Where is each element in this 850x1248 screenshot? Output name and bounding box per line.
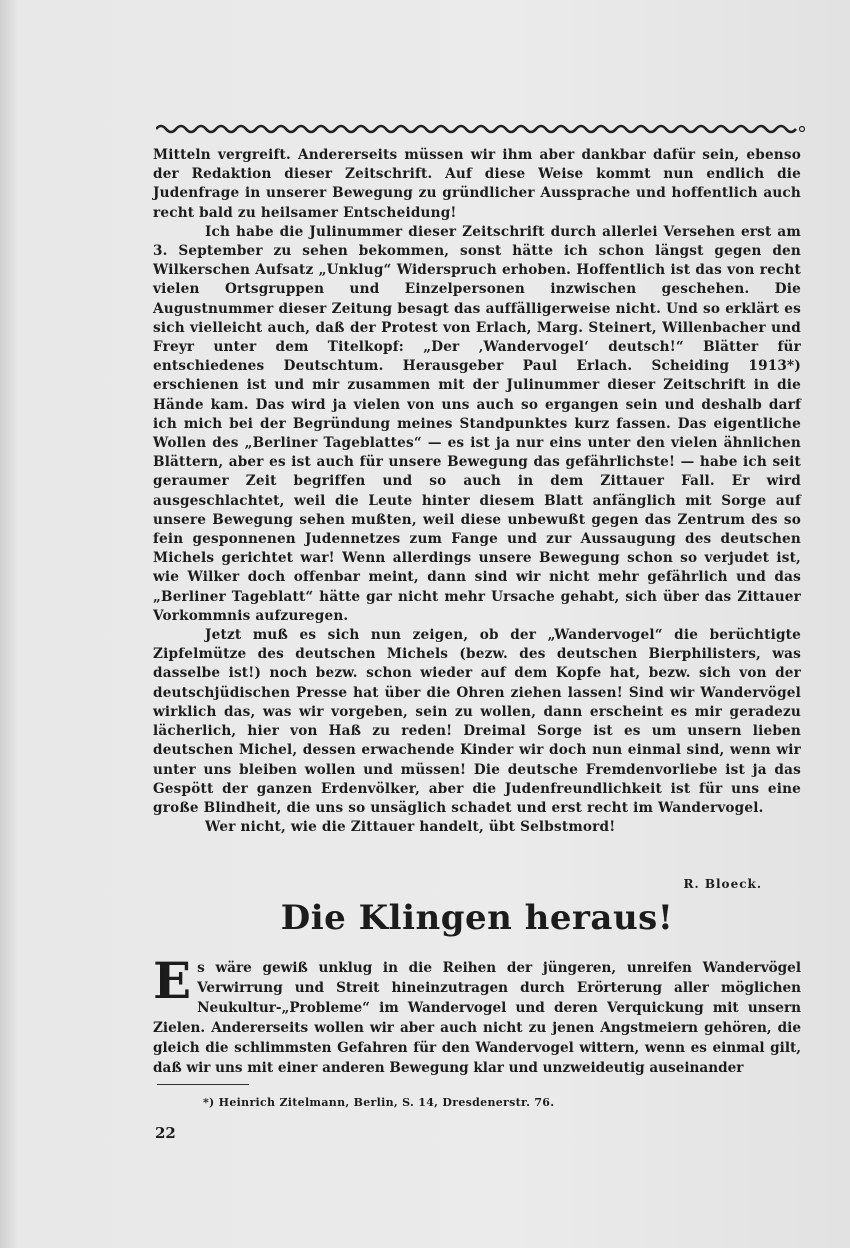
article-paragraph: s wäre gewiß unklug in die Reihen der jüngeren, unreifen Wandervögel Verwirrung und Streit hineinzutragen durch Erörterung aller möglichen Neukultur-„Probleme“ im Wandervogel und deren Verquickung mit unsern Zielen. Andererseits wollen wir aber auch nicht zu jenen Angstmeiern gehören, die gleich die schlimmsten Gefahren für den Wandervogel wittern, wenn es einmal gilt, daß wir uns mit einer anderen Bewegung klar und unzweideutig auseinander xyxy=(153,960,801,1076)
body-text xyxy=(153,146,801,837)
ornamental-border xyxy=(156,122,806,136)
article-text xyxy=(153,951,801,1078)
paragraph: Jetzt muß es sich nun zeigen, ob der „Wandervogel“ die berüchtigte Zipfelmütze des deutschen Michels (bezw. des deutschen Bierphilisters, was dasselbe ist!) noch bezw. schon wieder auf dem Kopfe hat, bezw. sich von der deutschjüdischen Presse hat über die Ohren ziehen lassen! Sind wir Wandervögel wirklich das, was wir vorgeben, sein zu wollen, dann erscheint es mir geradezu lächerlich, hier von Haß zu reden! Dreimal Sorge ist es um unsern lieben deutschen Michel, dessen erwachende Kinder wir doch nun einmal sind, wenn wir unter uns bleiben wollen und müssen! Die deutsche Fremdenvorliebe ist ja das Gespött der ganzen Erdenvölker, aber die Judenfreundlichkeit ist für uns eine große Blindheit, die uns so unsäglich schadet und erst recht im Wandervogel. xyxy=(153,627,801,816)
page-number: 22 xyxy=(155,1124,176,1142)
footnote: *) Heinrich Zitelmann, Berlin, S. 14, Dresdenerstr. 76. xyxy=(203,1096,555,1109)
author-signature: R. Bloeck. xyxy=(683,877,762,891)
paragraph: Mitteln vergreift. Andererseits müssen wir ihm aber dankbar dafür sein, ebenso der Redaktion dieser Zeitschrift. Auf diese Weise kommt nun endlich die Judenfrage in unserer Bewegung zu gründlicher Aussprache und hoffentlich auch recht bald zu heilsamer Entscheidung! xyxy=(153,147,801,221)
footnote-rule xyxy=(157,1084,249,1085)
paragraph: Wer nicht, wie die Zittauer handelt, übt Selbstmord! xyxy=(205,819,616,836)
article-heading: Die Klingen heraus! xyxy=(280,898,674,938)
paragraph: Ich habe die Julinummer dieser Zeitschrift durch allerlei Versehen erst am 3. September zu sehen bekommen, sonst hätte ich schon längst gegen den Wilkerschen Aufsatz „Unklug“ Widerspruch erhoben. Hoffentlich ist das von recht vielen Ortsgruppen und Einzelpersonen inzwischen geschehen. Die Augustnummer dieser Zeitung besagt das auffälligerweise nicht. Und so erklärt es sich vielleicht auch, daß der Protest von Erlach, Marg. Steinert, Willenbacher und Freyr unter dem Titelkopf: „Der ‚Wandervogel‘ deutsch!“ Blätter für entschiedenes Deutschtum. Herausgeber Paul Erlach. Scheiding 1913*) erschienen ist und mir zusammen mit der Julinummer dieser Zeitschrift in die Hände kam. Das wird ja vielen von uns auch so ergangen sein und deshalb darf ich mich bei der Begründung meines Standpunktes kurz fassen. Das eigentliche Wollen des „Berliner Tageblattes“ — es ist ja nur eins unter den vielen ähnlichen Blättern, aber es ist auch für unsere Bewegung das gefährlichste! — habe ich seit geraumer Zeit begriffen und so auch in dem Zittauer Fall. Er wird ausgeschlachtet, weil die Leute hinter diesem Blatt anfänglich mit Sorge auf unsere Bewegung sehen mußten, weil diese unbewußt gegen das Zentrum des so fein gesponnenen Judennetzes zum Fange und zur Aussaugung des deutschen Michels gerichtet war! Wenn allerdings unsere Bewegung schon so verjudet ist, wie Wilker doch offenbar meint, dann sind wir nicht mehr gefährlich und das „Berliner Tageblatt“ hätte gar nicht mehr Ursache gehabt, sich über das Zittauer Vorkommnis aufzuregen. xyxy=(153,223,801,624)
drop-cap: E xyxy=(153,951,192,1010)
